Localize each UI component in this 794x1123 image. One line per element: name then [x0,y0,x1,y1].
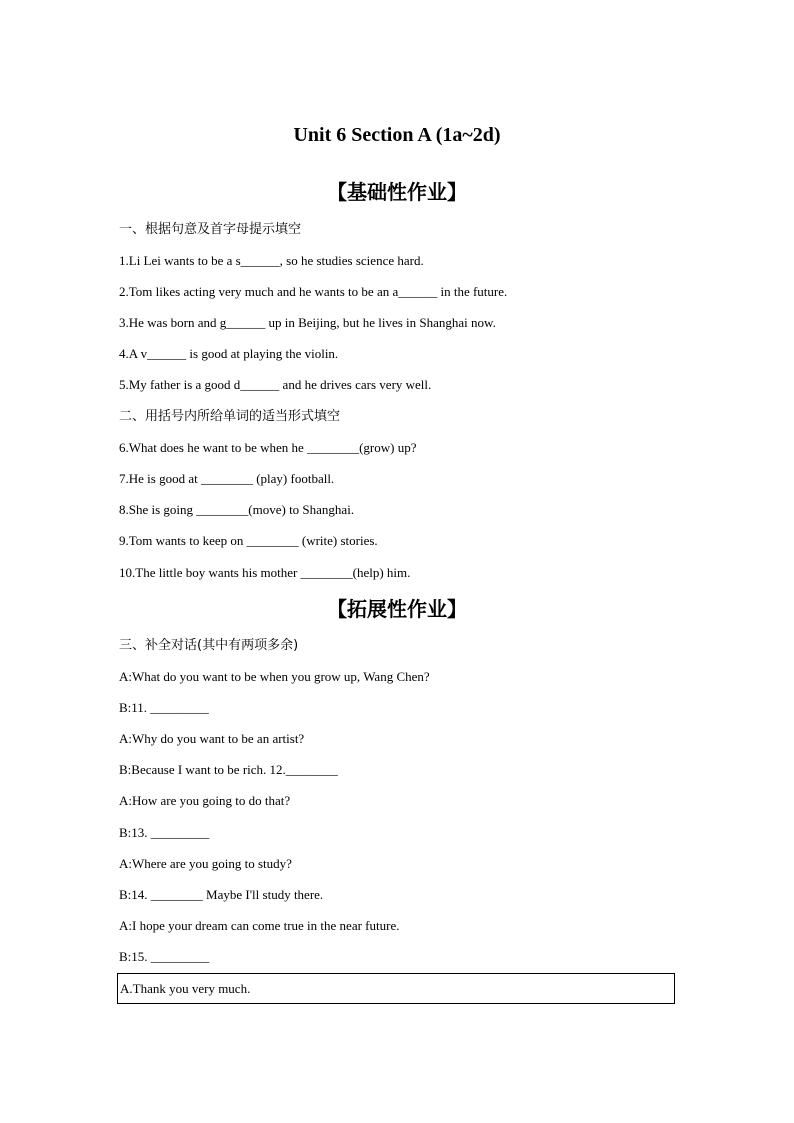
dialogue-line-3: A:Why do you want to be an artist? [119,731,305,746]
part1-instruction: 一、根据句意及首字母提示填空 [119,222,302,237]
question-1: 1.Li Lei wants to be a s______, so he studies science hard. [119,253,424,268]
question-8: 8.She is going ________(move) to Shanghai. [119,502,355,517]
question-7: 7.He is good at ________ (play) football. [119,471,335,486]
question-3: 3.He was born and g______ up in Beijing, but he lives in Shanghai now. [119,315,496,330]
options-box [117,973,675,1004]
dialogue-line-1: A:What do you want to be when you grow up, Wang Chen? [119,669,430,684]
page-title: Unit 6 Section A (1a~2d) [293,124,501,146]
part3-instruction: 三、补全对话(其中有两项多余) [119,638,299,653]
dialogue-line-9: A:I hope your dream can come true in the near future. [119,918,400,933]
dialogue-line-8: B:14. ________ Maybe I'll study there. [119,887,324,902]
dialogue-line-5: A:How are you going to do that? [119,793,291,808]
dialogue-line-10: B:15. _________ [119,949,210,964]
basic-homework-heading: 【基础性作业】 [327,180,467,204]
dialogue-line-6: B:13. _________ [119,825,210,840]
dialogue-line-4: B:Because I want to be rich. 12.________ [119,762,338,777]
question-6: 6.What does he want to be when he ________(grow) up? [119,440,417,455]
dialogue-line-7: A:Where are you going to study? [119,856,292,871]
extended-homework-heading: 【拓展性作业】 [327,597,467,621]
question-5: 5.My father is a good d______ and he drives cars very well. [119,377,432,392]
part2-instruction: 二、用括号内所给单词的适当形式填空 [119,409,341,424]
question-10: 10.The little boy wants his mother ________(help) him. [119,565,411,580]
question-9: 9.Tom wants to keep on ________ (write) stories. [119,533,378,548]
question-2: 2.Tom likes acting very much and he wants to be an a______ in the future. [119,284,508,299]
question-4: 4.A v______ is good at playing the violin. [119,346,339,361]
dialogue-line-2: B:11. _________ [119,700,209,715]
option-a: A.Thank you very much. [120,981,251,996]
